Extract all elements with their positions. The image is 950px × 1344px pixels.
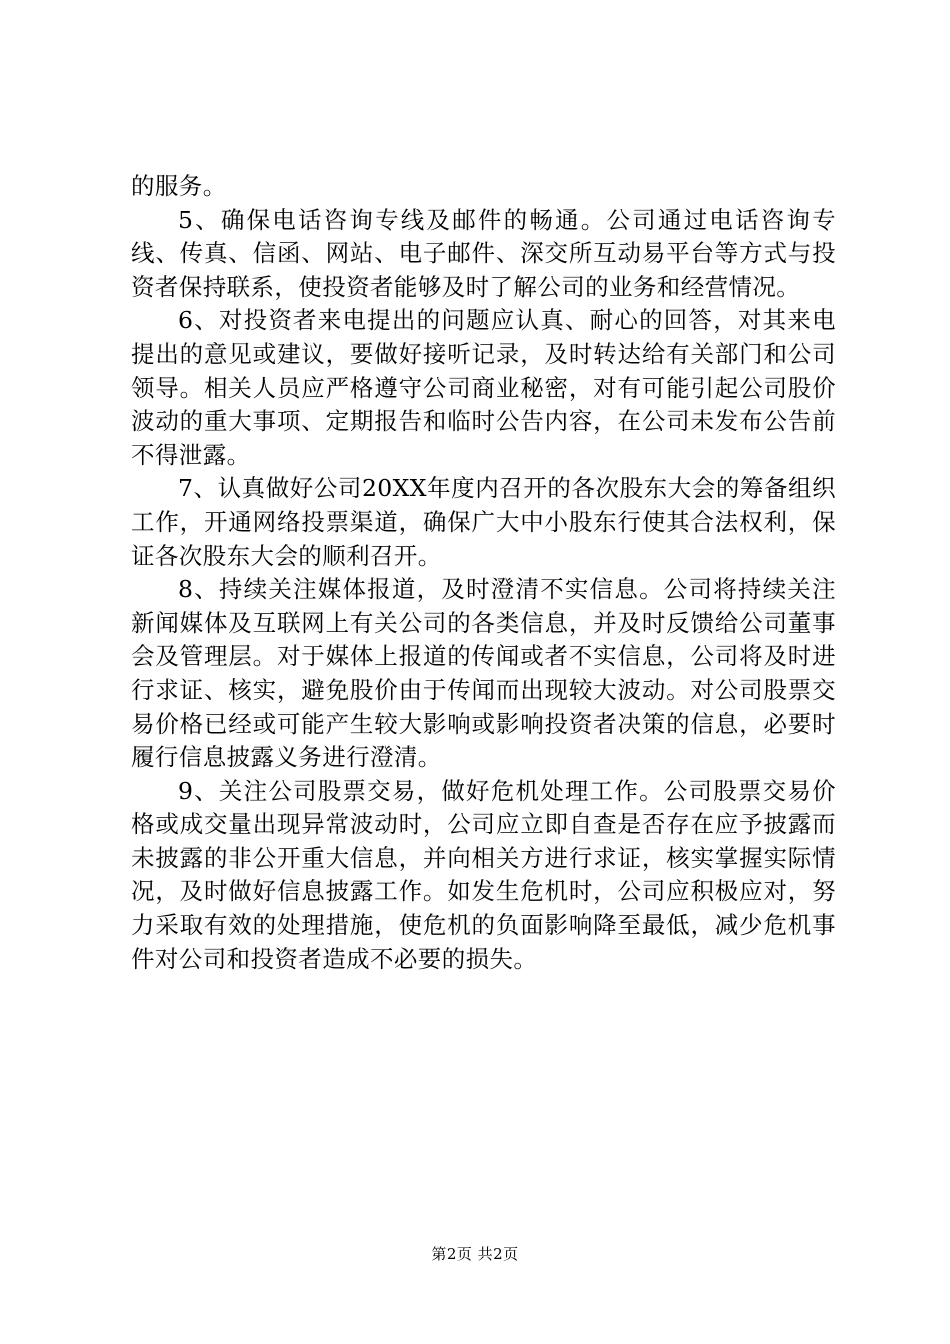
paragraph-item-5: 5、确保电话咨询专线及邮件的畅通。公司通过电话咨询专线、传真、信函、网站、电子邮件、深交所互动易平台等方式与投资者保持联系，使投资者能够及时了解公司的业务和经营情况。	[131, 205, 836, 301]
page-number-footer: 第2页 共2页	[431, 1245, 519, 1263]
paragraph-item-6: 6、对投资者来电提出的问题应认真、耐心的回答，对其来电提出的意见或建议，要做好接听记录，及时转达给有关部门和公司领导。相关人员应严格遵守公司商业秘密，对有可能引起公司股价波动的重大事项、定期报告和临时公告内容，在公司未发布公告前不得泄露。	[131, 306, 836, 469]
document-body	[131, 170, 836, 976]
paragraph-item-9: 9、关注公司股票交易，做好危机处理工作。公司股票交易价格或成交量出现异常波动时，公司应立即自查是否存在应予披露而未披露的非公开重大信息，并向相关方进行求证，核实掌握实际情况，及时做好信息披露工作。如发生危机时，公司应积极应对，努力采取有效的处理措施，使危机的负面影响降至最低，减少危机事件对公司和投资者造成不必要的损失。	[131, 776, 836, 973]
paragraph-continuation: 的服务。	[131, 172, 227, 200]
paragraph-item-8: 8、持续关注媒体报道，及时澄清不实信息。公司将持续关注新闻媒体及互联网上有关公司的各类信息，并及时反馈给公司董事会及管理层。对于媒体上报道的传闻或者不实信息，公司将及时进行求证、核实，避免股价由于传闻而出现较大波动。对公司股票交易价格已经或可能产生较大影响或影响投资者决策的信息，必要时履行信息披露义务进行澄清。	[131, 575, 836, 772]
paragraph-item-7: 7、认真做好公司20XX年度内召开的各次股东大会的筹备组织工作，开通网络投票渠道，确保广大中小股东行使其合法权利，保证各次股东大会的顺利召开。	[131, 474, 836, 570]
